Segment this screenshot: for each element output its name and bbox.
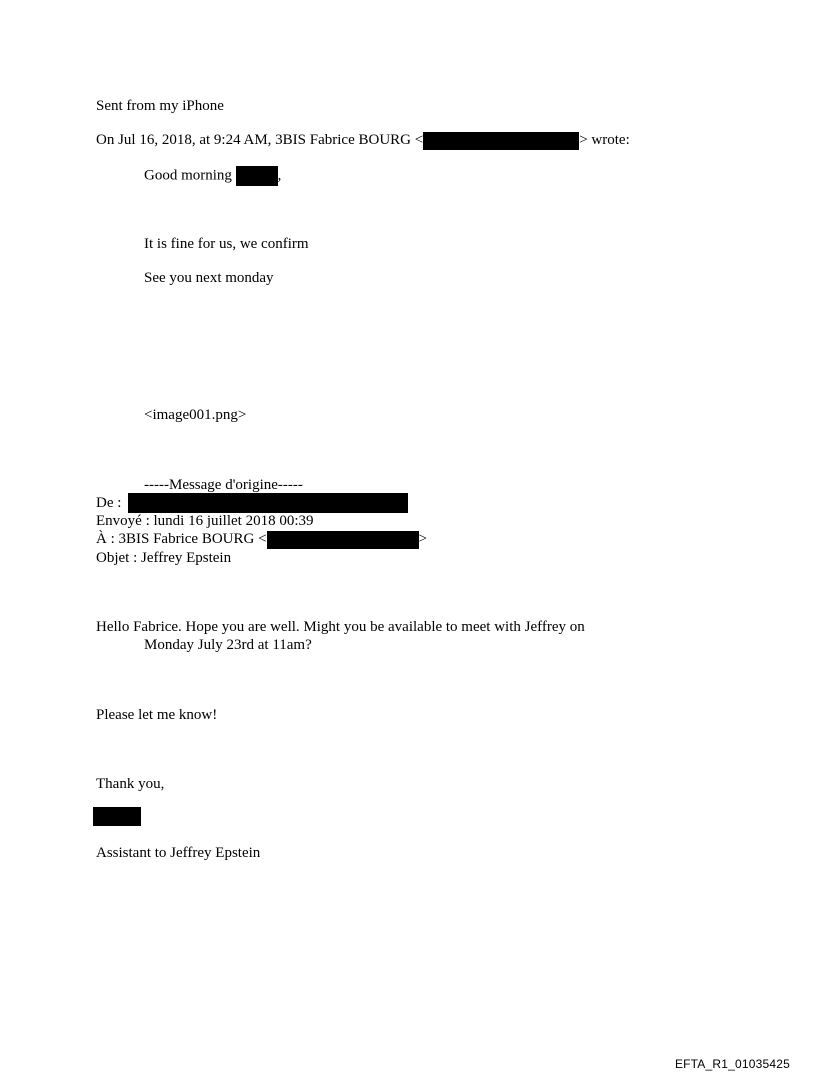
original-from-line [96,494,121,512]
to-suffix: > [418,531,428,547]
redacted-email-address [423,132,579,150]
to-prefix: À : 3BIS Fabrice BOURG < [96,531,267,547]
reply-line-2: See you next monday [144,270,274,286]
reply-line-1: It is fine for us, we confirm [144,236,309,252]
redacted-signature-name [93,807,141,826]
document-id: EFTA_R1_01035425 [674,1057,790,1071]
from-label: De : [96,495,122,511]
original-message-separator: -----Message d'origine----- [144,477,303,493]
sent-from-line: Sent from my iPhone [96,98,224,114]
greeting-prefix: Good morning [144,167,232,184]
body-para1-line1: Hello Fabrice. Hope you are well. Might you be available to meet with Jeffrey on [96,619,585,635]
signature-title: Assistant to Jeffrey Epstein [96,845,261,861]
greeting-line [144,166,281,186]
redacted-name [236,166,278,186]
closing-line: Thank you, [96,776,165,792]
quote-header-prefix: On Jul 16, 2018, at 9:24 AM, 3BIS Fabrice BOURG < [96,132,424,148]
body-para1-line2: Monday July 23rd at 11am? [144,637,312,653]
original-subject-line: Objet : Jeffrey Epstein [96,550,232,566]
quote-header-suffix: > wrote: [579,132,630,148]
redacted-sender [128,493,408,513]
body-para2: Please let me know! [96,707,218,723]
redacted-recipient-email [267,531,419,549]
attachment-placeholder: <image001.png> [144,407,247,423]
original-sent-line: Envoyé : lundi 16 juillet 2018 00:39 [96,513,314,529]
original-to-line [96,530,427,549]
greeting-suffix: , [277,167,282,184]
quote-header-line [96,131,630,150]
